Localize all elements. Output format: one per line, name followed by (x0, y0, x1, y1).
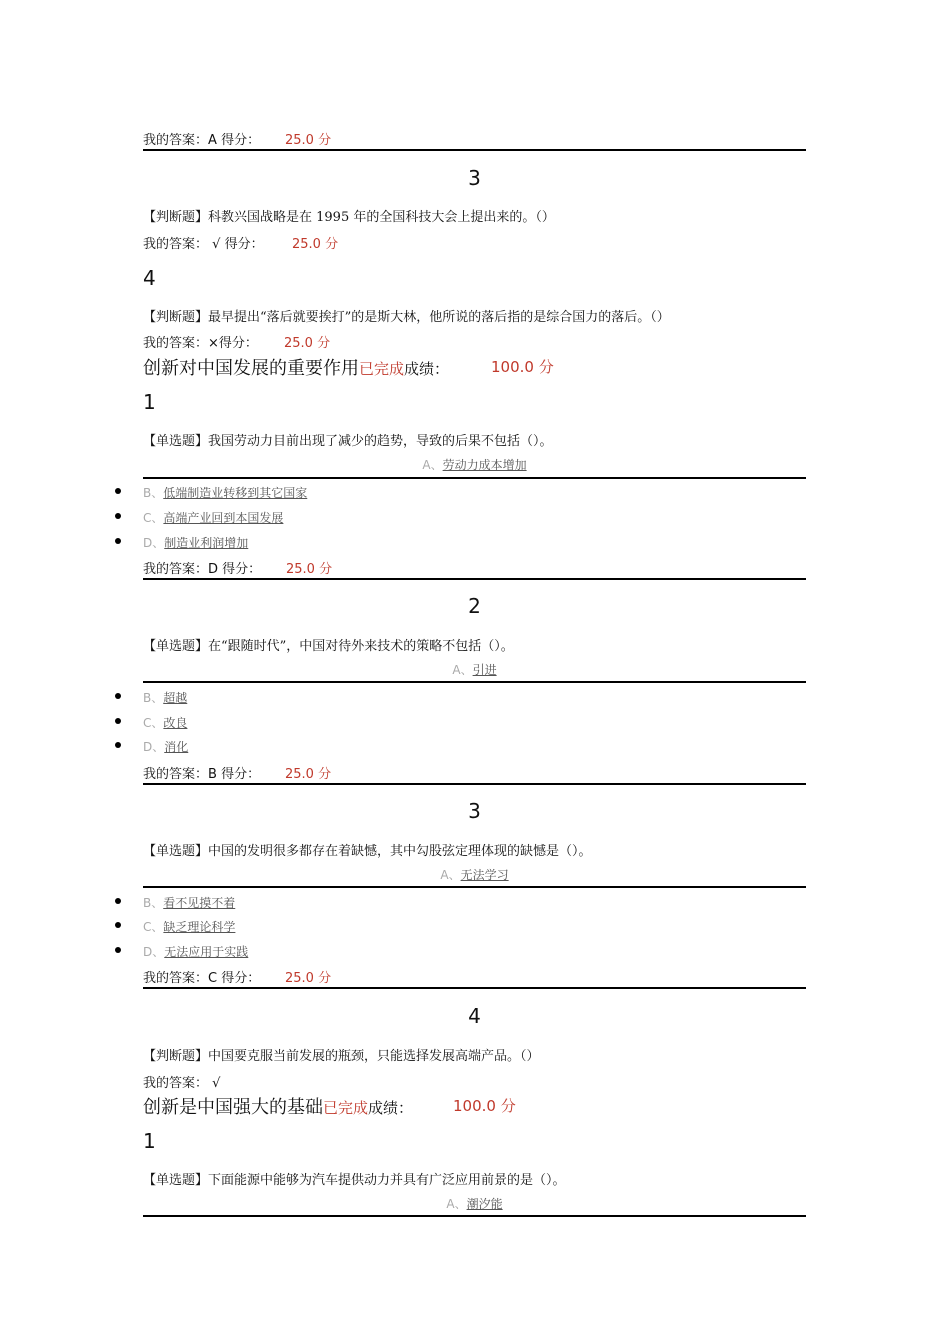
section-name: 创新对中国发展的重要作用 (143, 358, 359, 379)
option-letter: C、 (143, 920, 164, 934)
option-b[interactable] (143, 484, 307, 501)
option-text[interactable]: 引进 (472, 663, 497, 677)
option-text[interactable]: 看不见摸不着 (163, 896, 236, 910)
score-value: 25.0 分 (285, 767, 332, 782)
question-text: 【判断题】科教兴国战略是在 1995 年的全国科技大会上提出来的。（） (143, 210, 555, 225)
section-title (143, 1093, 413, 1119)
option-a[interactable] (143, 456, 806, 473)
question-text: 【单选题】我国劳动力目前出现了减少的趋势，导致的后果不包括（）。 (143, 434, 553, 449)
bullet-icon (115, 742, 121, 748)
option-text[interactable]: 劳动力成本增加 (442, 458, 527, 472)
option-c[interactable] (143, 509, 283, 526)
my-answer: √ (212, 237, 221, 252)
answer-label: 我的答案： (143, 237, 209, 252)
option-letter: B、 (143, 691, 164, 705)
option-text[interactable]: 超越 (163, 691, 188, 705)
option-text[interactable]: 低端制造业转移到其它国家 (163, 486, 308, 500)
divider (143, 987, 806, 989)
my-answer: D (208, 562, 219, 577)
my-answer: A (208, 133, 217, 148)
bullet-icon (115, 513, 121, 519)
question-number: 1 (143, 1129, 156, 1153)
question-text: 【判断题】最早提出“落后就要挨打”的是斯大林，他所说的落后指的是综合国力的落后。（） (143, 310, 670, 325)
divider (143, 783, 806, 785)
divider (143, 149, 806, 151)
my-answer: √ (212, 1076, 221, 1091)
divider (143, 477, 806, 479)
option-letter: A、 (452, 663, 473, 677)
divider (143, 578, 806, 580)
option-letter: D、 (143, 740, 165, 754)
option-text[interactable]: 无法学习 (460, 868, 509, 882)
answer-line (143, 967, 260, 986)
answer-label: 我的答案： (143, 767, 209, 782)
option-letter: A、 (422, 458, 443, 472)
option-text[interactable]: 缺乏理论科学 (163, 920, 236, 934)
answer-label: 我的答案： (143, 562, 209, 577)
option-text[interactable]: 消化 (164, 740, 189, 754)
score-value: 25.0 分 (284, 336, 331, 351)
option-a[interactable] (143, 1195, 806, 1212)
score-label: 得分： (221, 767, 261, 782)
question-number: 4 (143, 266, 156, 290)
option-b[interactable] (143, 894, 235, 911)
question-number: 1 (143, 390, 156, 414)
status-badge: 已完成 (359, 360, 405, 378)
grade-value: 100.0 分 (453, 1097, 516, 1115)
answer-label: 我的答案： (143, 971, 209, 986)
option-d[interactable] (143, 534, 248, 551)
score-value: 25.0 分 (286, 562, 333, 577)
score-value: 25.0 分 (285, 971, 332, 986)
option-letter: D、 (143, 536, 165, 550)
option-b[interactable] (143, 689, 187, 706)
option-a[interactable] (143, 661, 806, 678)
option-text[interactable]: 制造业利润增加 (164, 536, 249, 550)
grade-label: 成绩： (404, 360, 450, 378)
question-text: 【单选题】中国的发明很多都存在着缺憾，其中勾股弦定理体现的缺憾是（）。 (143, 844, 592, 859)
my-answer: × (208, 336, 219, 351)
answer-line (143, 558, 261, 577)
bullet-icon (115, 718, 121, 724)
option-d[interactable] (143, 943, 248, 960)
section-name: 创新是中国强大的基础 (143, 1097, 323, 1118)
option-a[interactable] (143, 866, 806, 883)
option-text[interactable]: 无法应用于实践 (164, 945, 249, 959)
option-c[interactable] (143, 714, 187, 731)
bullet-icon (115, 898, 121, 904)
status-badge: 已完成 (323, 1099, 369, 1117)
question-text: 【判断题】中国要克服当前发展的瓶颈，只能选择发展高端产品。（） (143, 1049, 540, 1064)
bullet-icon (115, 947, 121, 953)
answer-label: 我的答案： (143, 336, 209, 351)
question-text: 【单选题】下面能源中能够为汽车提供动力并具有广泛应用前景的是（）。 (143, 1173, 566, 1188)
answer-line (143, 129, 260, 148)
grade-value: 100.0 分 (491, 358, 554, 376)
bullet-icon (115, 922, 121, 928)
option-letter: D、 (143, 945, 165, 959)
bullet-icon (115, 488, 121, 494)
bullet-icon (115, 693, 121, 699)
option-letter: B、 (143, 486, 164, 500)
option-letter: A、 (446, 1197, 467, 1211)
option-letter: A、 (440, 868, 461, 882)
bullet-icon (115, 538, 121, 544)
question-number: 3 (468, 799, 481, 823)
option-letter: C、 (143, 716, 164, 730)
section-title (143, 354, 449, 380)
answer-label: 我的答案： (143, 1076, 209, 1091)
option-text[interactable]: 改良 (163, 716, 188, 730)
option-letter: B、 (143, 896, 164, 910)
score-label: 得分： (218, 336, 258, 351)
score-label: 得分： (222, 562, 262, 577)
question-text: 【单选题】在“跟随时代”，中国对待外来技术的策略不包括（）。 (143, 639, 514, 654)
answer-line (143, 763, 260, 782)
score-value: 25.0 分 (285, 133, 332, 148)
answer-line (143, 332, 258, 351)
divider (143, 1215, 806, 1217)
answer-line (143, 233, 264, 252)
score-label: 得分： (221, 971, 261, 986)
answer-line (143, 1072, 220, 1091)
option-c[interactable] (143, 918, 235, 935)
question-number: 2 (468, 594, 481, 618)
question-number: 4 (468, 1004, 481, 1028)
option-letter: C、 (143, 511, 164, 525)
score-label: 得分： (221, 133, 261, 148)
answer-label: 我的答案： (143, 133, 209, 148)
question-number: 3 (468, 166, 481, 190)
divider (143, 681, 806, 683)
grade-label: 成绩： (368, 1099, 414, 1117)
score-value: 25.0 分 (292, 237, 339, 252)
divider (143, 886, 806, 888)
option-text[interactable]: 潮汐能 (466, 1197, 503, 1211)
score-label: 得分： (224, 237, 264, 252)
option-text[interactable]: 高端产业回到本国发展 (163, 511, 284, 525)
my-answer: B (208, 767, 217, 782)
option-d[interactable] (143, 738, 188, 755)
my-answer: C (208, 971, 218, 986)
